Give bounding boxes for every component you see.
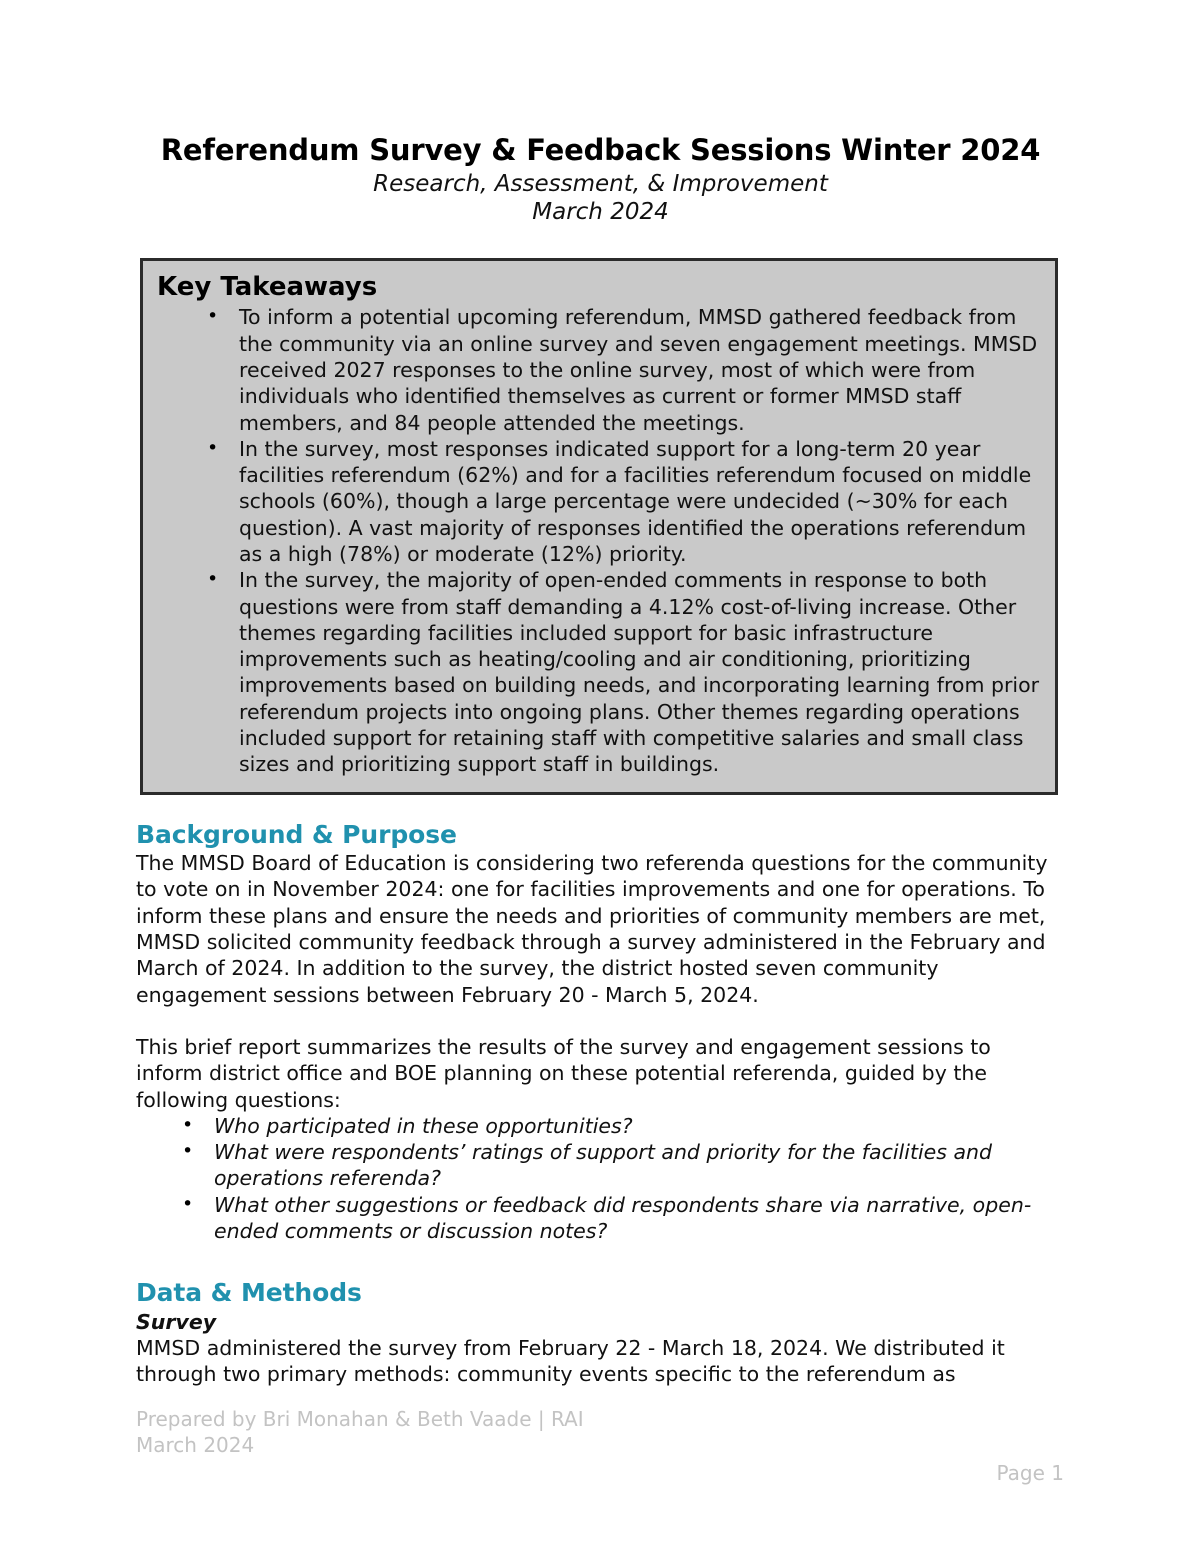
data-methods-paragraph-1: MMSD administered the survey from February 22 - March 18, 2024. We distributed it through two primary methods: community events specific to the referendum as (136, 1336, 1005, 1387)
list-item: • Who participated in these opportunities? (136, 1113, 1065, 1139)
spacer (136, 795, 1065, 820)
key-takeaways-callout (140, 258, 1058, 795)
list-item: • In the survey, most responses indicated support for a long-term 20 year facilities referendum (62%) and for a facilities referendum focused on middle schools (60%), though a large percentage were undecided (~30% for each question). A vast majority of responses identified the operations referendum as a high (78%) or moderate (12%) priority. (157, 436, 1041, 567)
document-date: March 2024 (532, 199, 669, 226)
background-paragraph-2: This brief report summarizes the results of the survey and engagement sessions to inform district office and BOE planning on these potential referenda, guided by the following questions: (136, 1034, 991, 1112)
list-item: • What were respondents’ ratings of support and priority for the facilities and operations referenda? (136, 1139, 1065, 1192)
spacer (136, 1244, 1065, 1278)
footer-date: March 2024 (136, 1433, 255, 1457)
background-paragraph-1: The MMSD Board of Education is considering two referenda questions for the community to vote on in November 2024: one for facilities improvements and one for operations. To inform these plans and ensure the needs and priorities of community members are met, MMSD solicited community feedback through a survey administered in the February and March of 2024. In addition to the survey, the district hosted seven community engagement sessions between February 20 - March 5, 2024. (136, 851, 1048, 1007)
sub-heading-survey: Survey (136, 1309, 217, 1334)
key-takeaways-title: Key Takeaways (157, 272, 378, 303)
page-title: Referendum Survey & Feedback Sessions Winter 2024 (160, 133, 1041, 167)
title-block (136, 0, 1065, 227)
list-item: • In the survey, the majority of open-ended comments in response to both questions were from staff demanding a 4.12% cost-of-living increase. Other themes regarding facilities included support for basic infrastructure improvements such as heating/cooling and air conditioning, prioritizing improvements based on building needs, and incorporating learning from prior referendum projects into ongoing plans. Other themes regarding operations included support for retaining staff with competitive salaries and small class sizes and prioritizing support staff in buildings. (157, 567, 1041, 777)
list-item: • What other suggestions or feedback did respondents share via narrative, open-ended comments or discussion notes? (136, 1192, 1065, 1245)
key-takeaways-list (157, 304, 1041, 777)
list-item: • To inform a potential upcoming referendum, MMSD gathered feedback from the community via an online survey and seven engagement meetings. MMSD received 2027 responses to the online survey, most of which were from individuals who identified themselves as current or former MMSD staff members, and 84 people attended the meetings. (157, 304, 1041, 435)
page-footer (136, 1406, 1064, 1485)
document-subtitle: Research, Assessment, & Improvement (373, 170, 828, 197)
spacer (136, 1008, 1065, 1034)
page-number: Page 1 (996, 1461, 1064, 1485)
footer-prepared-by: Prepared by Bri Monahan & Beth Vaade | RAI (136, 1407, 584, 1431)
section-heading-data-methods: Data & Methods (136, 1278, 362, 1308)
guiding-questions-list (136, 1113, 1065, 1244)
section-heading-background-purpose: Background & Purpose (136, 819, 457, 849)
